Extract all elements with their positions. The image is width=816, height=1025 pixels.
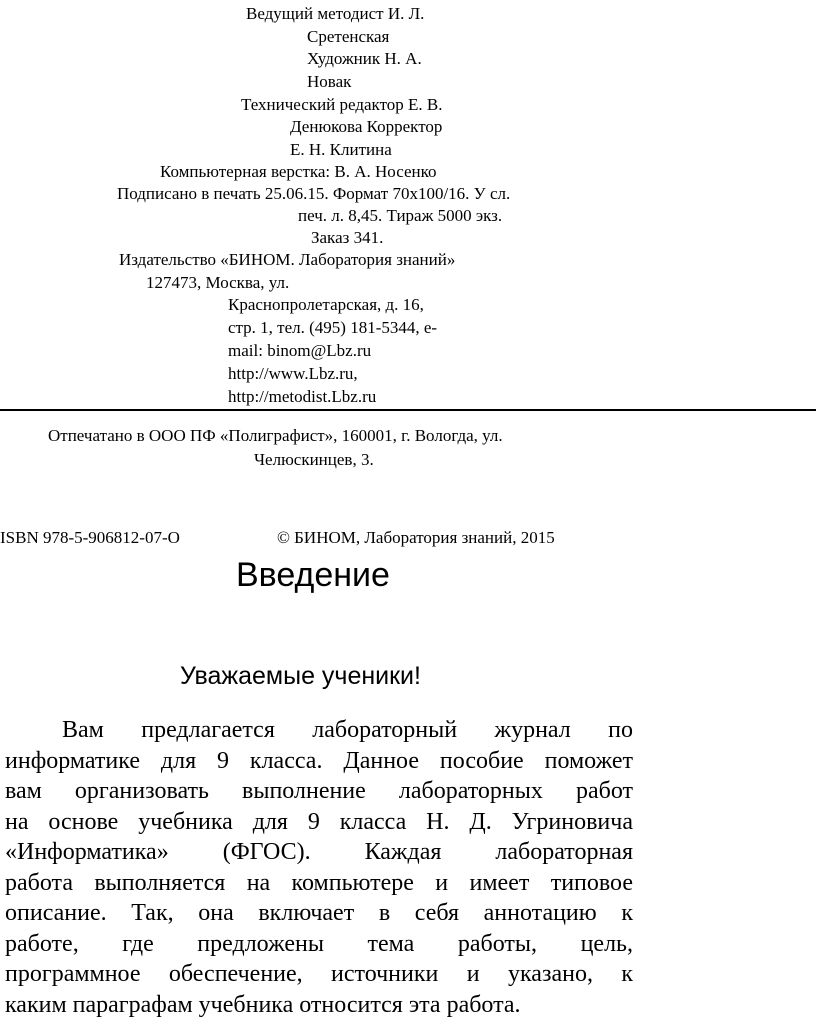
paragraph-line: каким параграфам учебника относится эта работа. — [5, 991, 521, 1018]
intro-paragraph — [5, 715, 633, 1020]
imprint-line: Ведущий методист И. Л. — [246, 4, 425, 23]
paragraph-line: «Информатика» (ФГОС). Каждая лабораторная — [5, 839, 633, 865]
imprint-line: Издательство «БИНОМ. Лаборатория знаний» — [119, 250, 456, 269]
paragraph-line: программное обеспечение, источники и указано, к — [5, 961, 633, 987]
printed-by-line: Отпечатано в ООО ПФ «Полиграфист», 160001, г. Вологда, ул. — [48, 426, 503, 445]
imprint-line: Краснопролетарская, д. 16, — [228, 295, 424, 314]
greeting: Уважаемые ученики! — [180, 662, 421, 690]
imprint-line: Технический редактор Е. В. — [241, 95, 443, 114]
imprint-line: Художник Н. А. — [307, 49, 422, 68]
imprint-line: http://metodist.Lbz.ru — [228, 387, 377, 406]
paragraph-line: работа выполняется на компьютере и имеет типовое — [5, 869, 633, 896]
imprint-line: Денюкова Корректор — [290, 117, 443, 136]
paragraph-line: на основе учебника для 9 класса Н. Д. Угриновича — [5, 808, 633, 835]
imprint-line: Компьютерная верстка: В. А. Носенко — [160, 162, 437, 181]
paragraph-line: описание. Так, она включает в себя аннотацию к — [5, 900, 633, 926]
paragraph-line: работе, где предложены тема работы, цель, — [5, 930, 633, 957]
section-title: Введение — [236, 556, 390, 594]
paragraph-line: вам организовать выполнение лабораторных работ — [5, 778, 633, 804]
isbn: ISBN 978-5-906812-07-O — [0, 528, 180, 547]
paragraph-line: Вам предлагается лабораторный журнал по — [62, 717, 633, 743]
imprint-line: Заказ 341. — [311, 228, 384, 247]
imprint-line: 127473, Москва, ул. — [146, 273, 290, 292]
printed-by-line: Челюскинцев, 3. — [254, 450, 374, 469]
copyright: © БИНОМ, Лаборатория знаний, 2015 — [277, 528, 555, 547]
imprint-line: mail: binom@Lbz.ru — [228, 341, 372, 360]
imprint-line: Новак — [307, 72, 352, 91]
imprint-line: http://www.Lbz.ru, — [228, 364, 358, 383]
imprint-line: печ. л. 8,45. Тираж 5000 экз. — [298, 206, 503, 225]
imprint-line: Е. Н. Клитина — [290, 140, 392, 159]
horizontal-divider — [0, 409, 816, 411]
imprint-line: Подписано в печать 25.06.15. Формат 70x100/16. У сл. — [117, 184, 511, 203]
paragraph-line: информатике для 9 класса. Данное пособие поможет — [5, 747, 633, 774]
imprint-line: Сретенская — [307, 27, 390, 46]
imprint-line: стр. 1, тел. (495) 181-5344, e- — [228, 318, 438, 337]
